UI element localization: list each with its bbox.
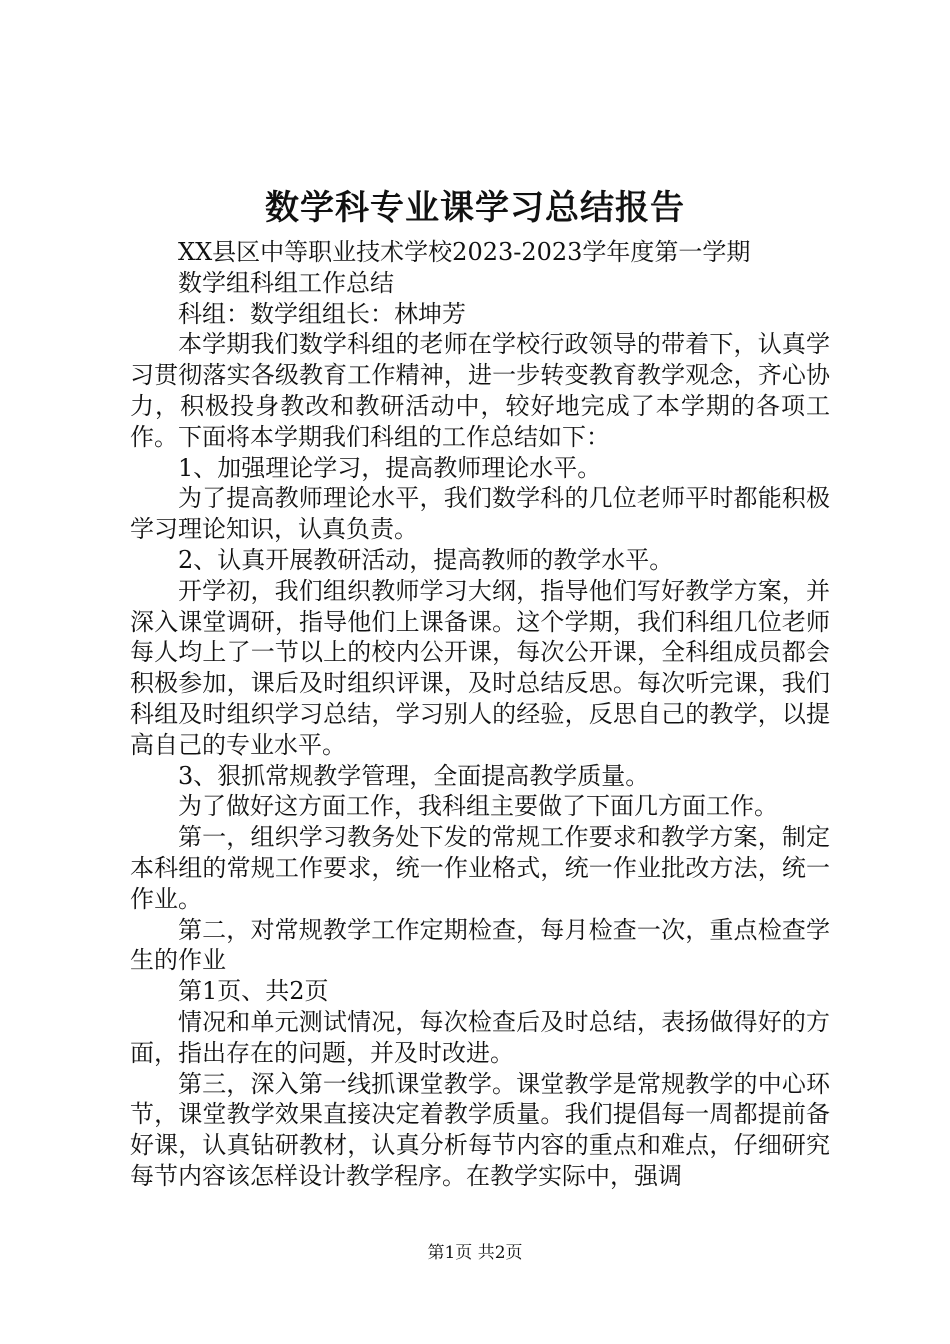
paragraph-section-3-intro: 为了做好这方面工作，我科组主要做了下面几方面工作。 <box>178 792 778 821</box>
paragraph-point-2-continued: 情况和单元测试情况，每次检查后及时总结，表扬做得好的方面，指出存在的问题，并及时改进。 <box>130 1007 830 1067</box>
document-body <box>130 237 830 1192</box>
section-heading-2: 2、认真开展教研活动，提高教师的教学水平。 <box>178 545 674 574</box>
paragraph-group-leader: 科组：数学组组长：林坤芳 <box>178 299 466 328</box>
paragraph-section-2: 开学初，我们组织教师学习大纲，指导他们写好教学方案，并深入课堂调研，指导他们上课备课。这个学期，我们科组几位老师每人均上了一节以上的校内公开课，每次公开课，全科组成员都会积极参加，课后及时组织评课，及时总结反思。每次听完课，我们科组及时组织学习总结，学习别人的经验，反思自己的教学，以提高自己的专业水平。 <box>130 576 830 759</box>
section-heading-1: 1、加强理论学习，提高教师理论水平。 <box>178 453 602 482</box>
paragraph-point-1: 第一，组织学习教务处下发的常规工作要求和教学方案，制定本科组的常规工作要求，统一作业格式，统一作业批改方法，统一作业。 <box>130 823 830 913</box>
paragraph-section-1: 为了提高教师理论水平，我们数学科的几位老师平时都能积极学习理论知识，认真负责。 <box>130 484 830 544</box>
inline-page-marker: 第1页、共2页 <box>178 977 329 1006</box>
document-title: 数学科专业课学习总结报告 <box>265 188 685 228</box>
paragraph-report-subtitle: 数学组科组工作总结 <box>178 268 394 297</box>
paragraph-point-2: 第二，对常规教学工作定期检查，每月检查一次，重点检查学生的作业 <box>130 915 830 975</box>
paragraph-intro: 本学期我们数学科组的老师在学校行政领导的带着下，认真学习贯彻落实各级教育工作精神，进一步转变教育教学观念，齐心协力，积极投身教改和教研活动中，较好地完成了本学期的各项工作。下面将本学期我们科组的工作总结如下： <box>130 330 830 451</box>
section-heading-3: 3、狠抓常规教学管理，全面提高教学质量。 <box>178 761 650 790</box>
paragraph-school-header: XX县区中等职业技术学校2023-2023学年度第一学期 <box>178 238 751 266</box>
page-footer: 第1页 共2页 <box>427 1243 523 1263</box>
paragraph-point-3: 第三，深入第一线抓课堂教学。课堂教学是常规教学的中心环节，课堂教学效果直接决定着教学质量。我们提倡每一周都提前备好课，认真钻研教材，认真分析每节内容的重点和难点，仔细研究每节内容该怎样设计教学程序。在教学实际中，强调 <box>130 1069 830 1190</box>
